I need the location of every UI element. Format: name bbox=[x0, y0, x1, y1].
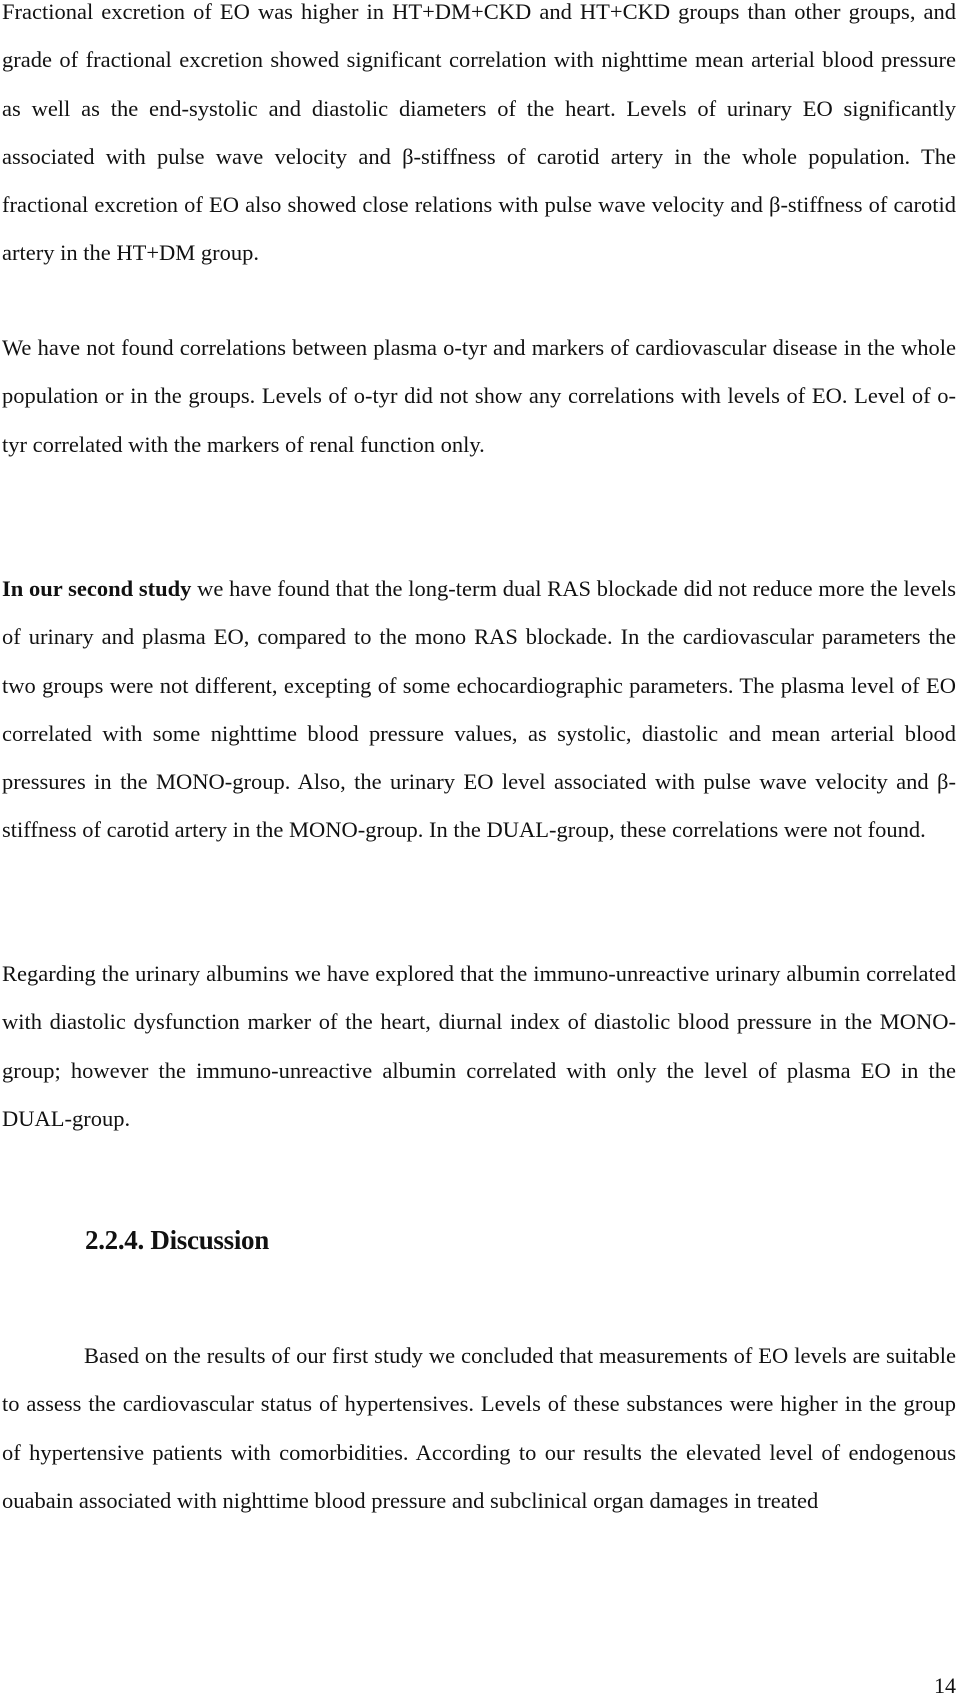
page-number: 14 bbox=[934, 1673, 956, 1698]
paragraph-lead-bold: In our second study bbox=[2, 576, 192, 601]
section-heading: 2.2.4. Discussion bbox=[85, 1225, 269, 1255]
paragraph-results-fractional-excretion: Fractional excretion of EO was higher in HT+DM+CKD and HT+CKD groups than other groups, and grade of fractional excretion showed significant correlation with nighttime mean arterial blood pressure as well as the end-systolic and diastolic diameters of the heart. Levels of urinary EO significantly associated with pulse wave velocity and β-stiffness of carotid artery in the whole population. The fractional excretion of EO also showed close relations with pulse wave velocity and β-stiffness of carotid artery in the HT+DM group. bbox=[2, 0, 956, 266]
paragraph-discussion: Based on the results of our first study we concluded that measurements of EO levels are suitable to assess the cardiovascular status of hypertensives. Levels of these substances were higher in the group of hypertensive patients with comorbidities. According to our results the elevated level of endogenous ouabain associated with nighttime blood pressure and subclinical organ damages in treated bbox=[2, 1343, 956, 1513]
paragraph-results-o-tyr: We have not found correlations between plasma o-tyr and markers of cardiovascular disease in the whole population or in the groups. Levels of o-tyr did not show any correlations with levels of EO. Level of o-tyr correlated with the markers of renal function only. bbox=[2, 335, 956, 457]
paragraph-urinary-albumins: Regarding the urinary albumins we have explored that the immuno-unreactive urinary albumin correlated with diastolic dysfunction marker of the heart, diurnal index of diastolic blood pressure in the MONO-group; however the immuno-unreactive albumin correlated with only the level of plasma EO in the DUAL-group. bbox=[2, 961, 956, 1131]
paragraph-second-study bbox=[2, 565, 956, 855]
paragraph-body: we have found that the long-term dual RAS blockade did not reduce more the levels of urinary and plasma EO, compared to the mono RAS blockade. In the cardiovascular parameters the two groups were not different, excepting of some echocardiographic parameters. The plasma level of EO correlated with some nighttime blood pressure values, as systolic, diastolic and mean arterial blood pressures in the MONO-group. Also, the urinary EO level associated with pulse wave velocity and β-stiffness of carotid artery in the MONO-group. In the DUAL-group, these correlations were not found. bbox=[2, 576, 956, 843]
